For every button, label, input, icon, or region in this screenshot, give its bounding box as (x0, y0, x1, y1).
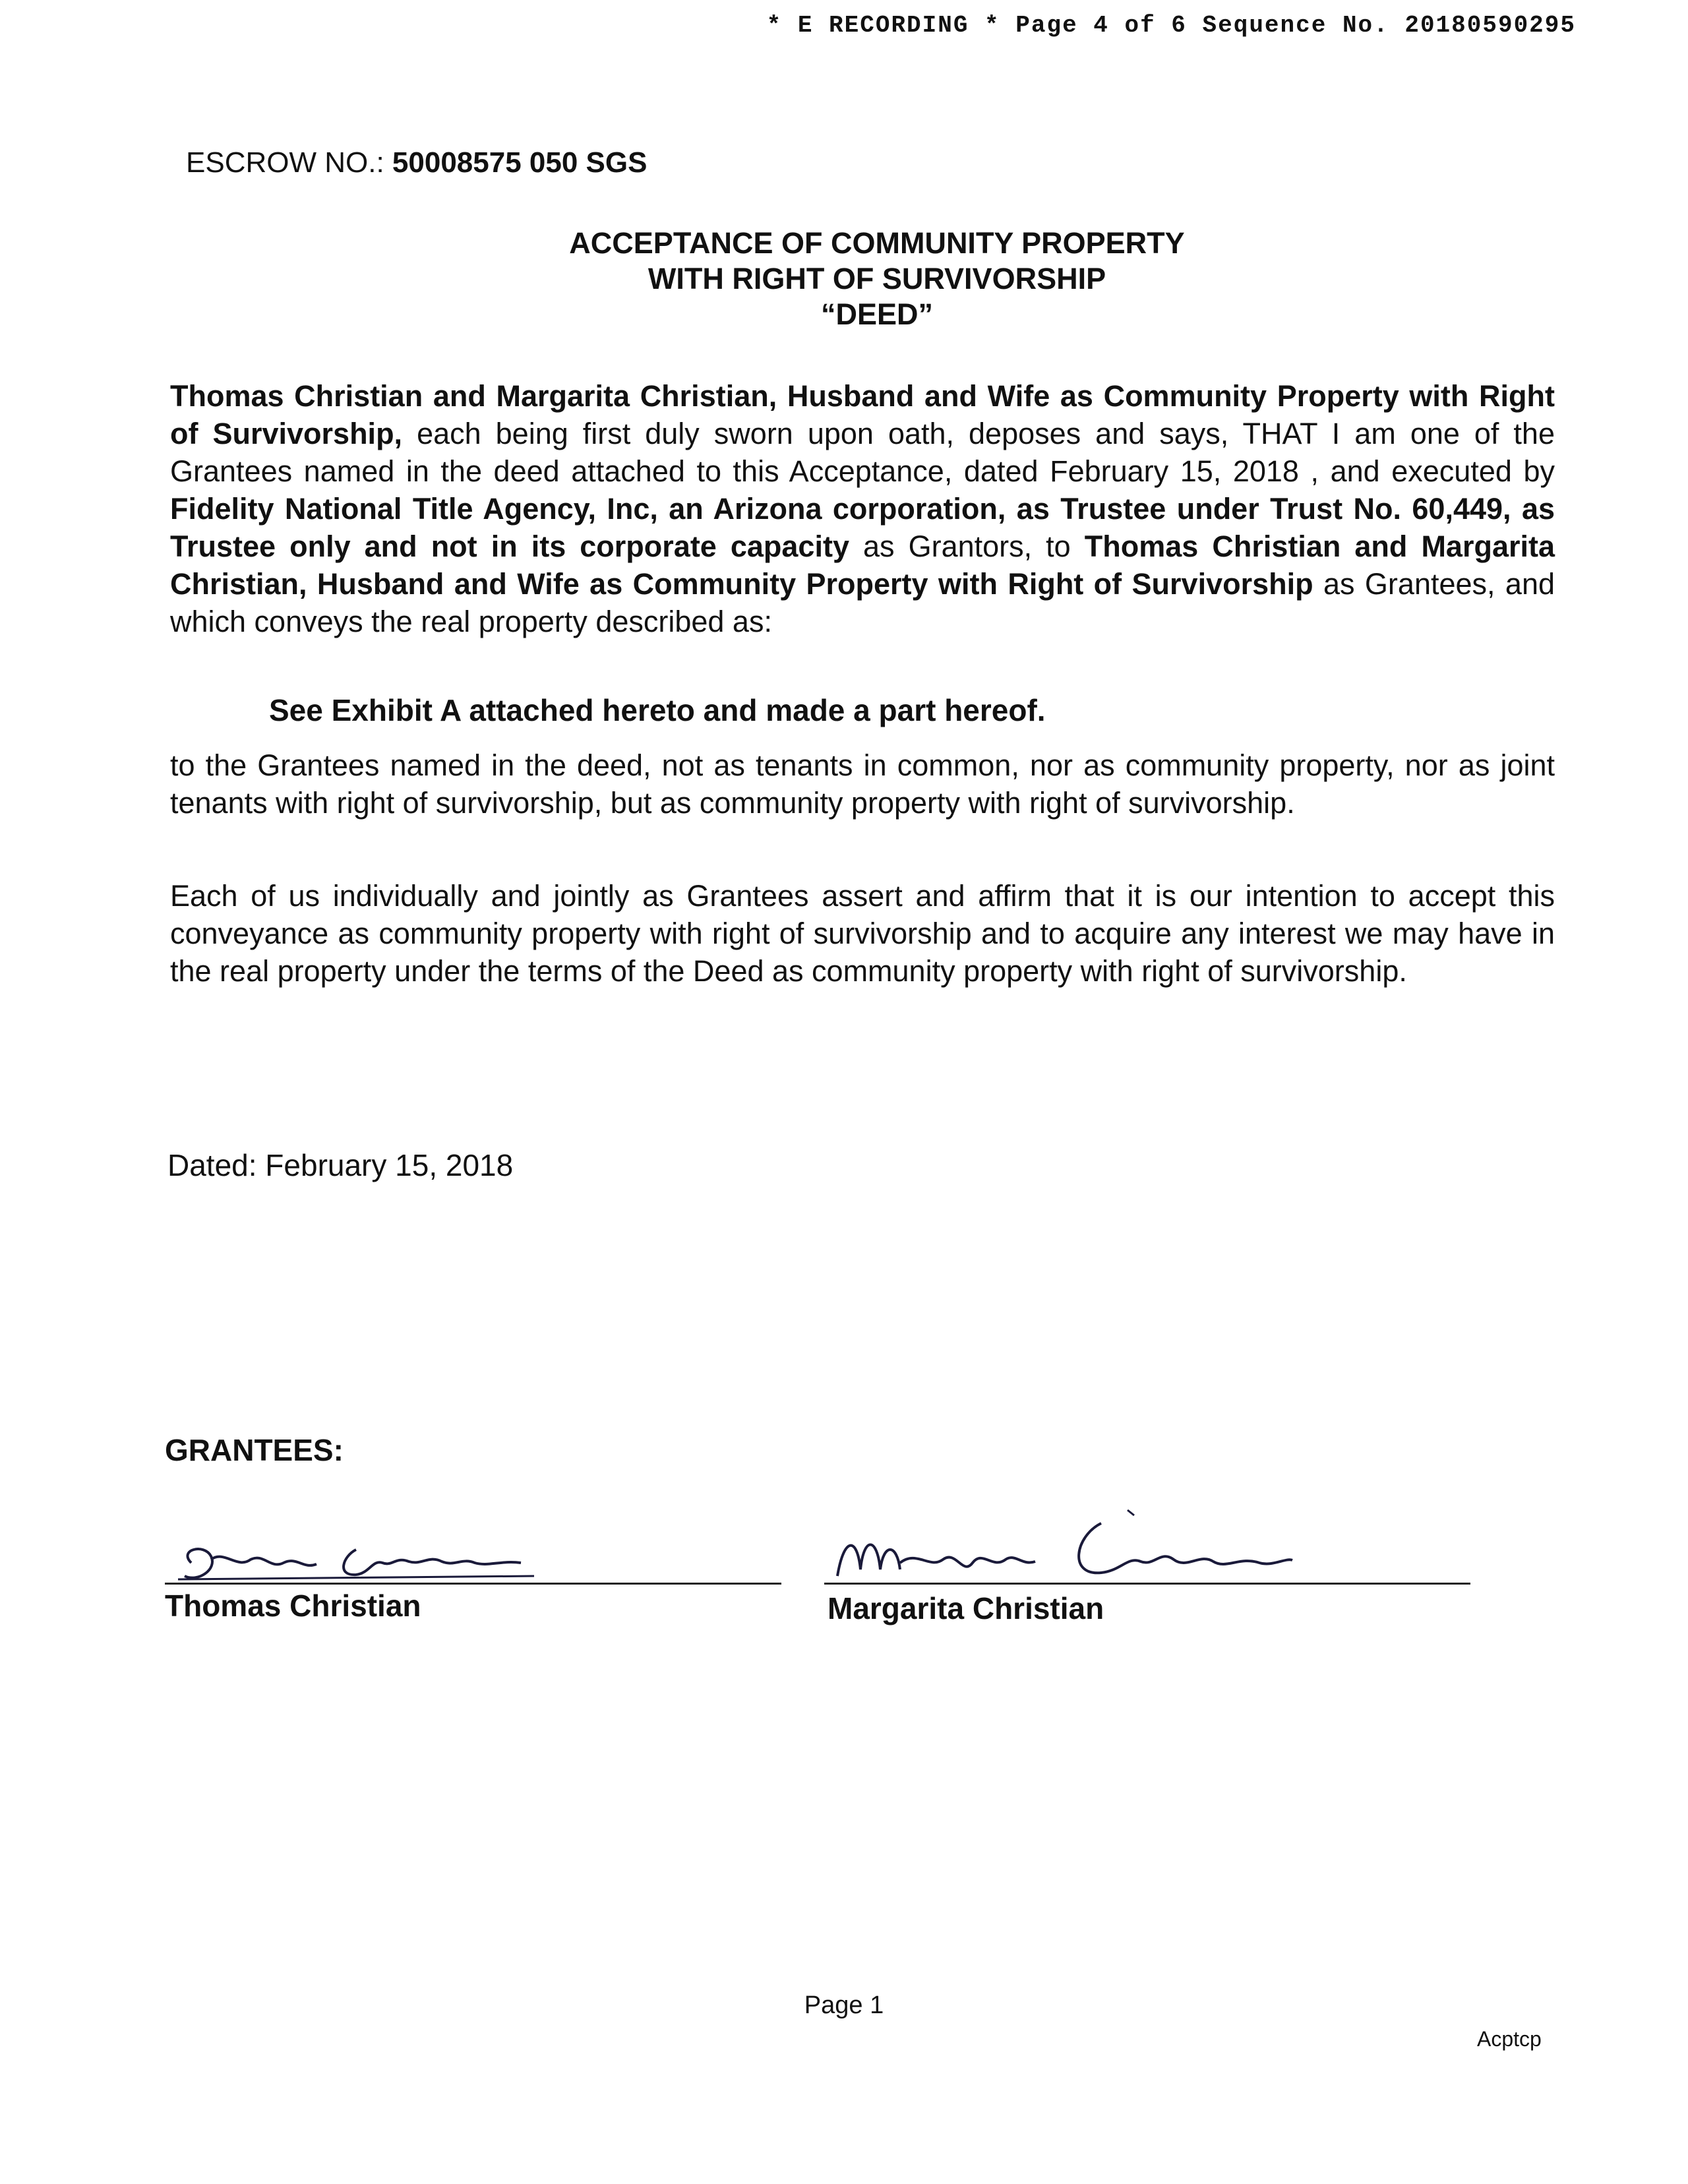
acceptance-paragraph (170, 377, 1555, 640)
grantees-heading: GRANTEES: (165, 1433, 344, 1467)
tenancy-paragraph: to the Grantees named in the deed, not as tenants in common, nor as community property, nor as joint tenants with right of survivorship, but as community property with right of survivorship. (170, 748, 1555, 820)
grantor-name: Fidelity National Title Agency, Inc, an Arizona corporation, as Trustee under Trust No. 60,449, as Trustee only and not in its corporate capacity (170, 492, 1555, 563)
recording-stamp: * E RECORDING * Page 4 of 6 Sequence No. 20180590295 (766, 12, 1576, 39)
grantees-names: Thomas Christian and Margarita Christian, Husband and Wife as Community Property with Right of Survivorship, (170, 379, 1555, 450)
grantees-names-2: Thomas Christian and Margarita Christian, Husband and Wife as Community Property with Right of Survivorship (170, 530, 1555, 601)
escrow-number (186, 146, 647, 179)
signature-thomas (165, 1523, 560, 1596)
title-line-1: ACCEPTANCE OF COMMUNITY PROPERTY (569, 226, 1185, 260)
signer-name-2: Margarita Christian (828, 1591, 1104, 1625)
signature-line-2 (824, 1583, 1470, 1585)
signature-margarita (824, 1497, 1299, 1596)
signer-name-1: Thomas Christian (165, 1589, 421, 1623)
document-title (0, 226, 1688, 332)
paragraph-text-b: as Grantors, to (849, 530, 1085, 563)
exhibit-reference: See Exhibit A attached hereto and made a part hereof. (269, 693, 1046, 727)
dated-line: Dated: February 15, 2018 (167, 1148, 514, 1182)
intention-paragraph: Each of us individually and jointly as Grantees assert and affirm that it is our intention to accept this conveyance as community property with right of survivorship and to acquire any interest we may have in the real property under the terms of the Deed as community property with right of survivorship. (170, 879, 1555, 988)
signature-line-1 (165, 1583, 781, 1585)
form-code: Acptcp (1477, 2027, 1542, 2051)
paragraph-text-c: as Grantees, and which conveys the real property described as: (170, 567, 1555, 638)
escrow-label: ESCROW NO.: (186, 146, 384, 179)
page-number: Page 1 (804, 1991, 884, 2019)
paragraph-text-a: each being first duly sworn upon oath, deposes and says, THAT I am one of the Grantees named in the deed attached to this Acceptance, dated February 15, 2018 , and executed by (170, 417, 1555, 488)
title-line-3: “DEED” (820, 297, 934, 331)
escrow-value: 50008575 050 SGS (392, 146, 648, 179)
title-line-2: WITH RIGHT OF SURVIVORSHIP (648, 262, 1106, 295)
